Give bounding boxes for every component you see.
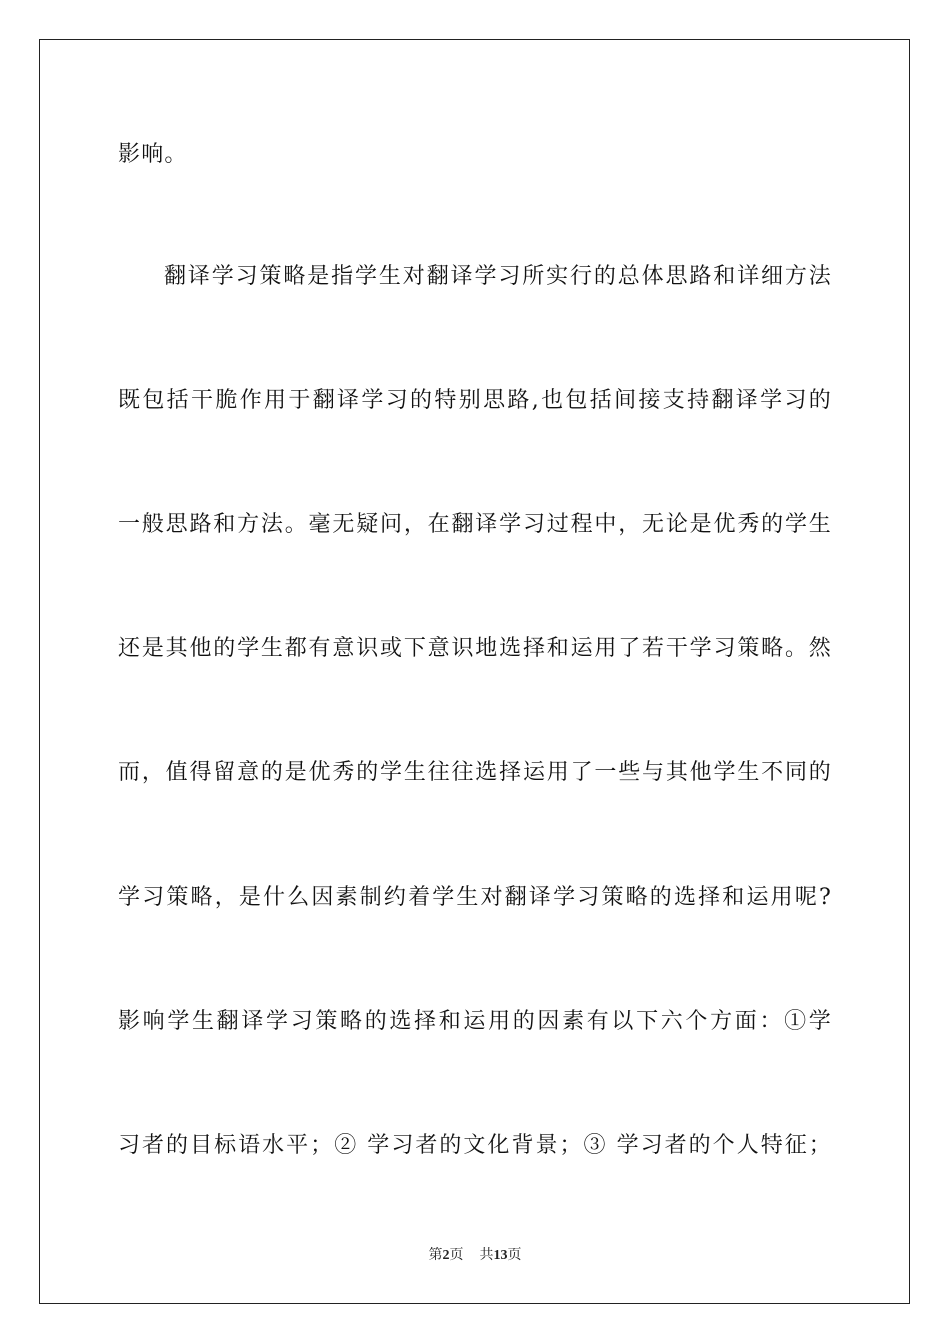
paragraph-line: 还是其他的学生都有意识或下意识地选择和运用了若干学习策略。然 [118,636,832,661]
footer-total-suffix: 页 [507,1248,522,1263]
paragraph-line: 习者的目标语水平；② 学习者的文化背景；③ 学习者的个人特征； [118,1133,832,1158]
footer-page-prefix: 第 [428,1248,443,1263]
paragraph-line: 影响。 [118,142,188,167]
footer-page-suffix: 页 [449,1248,464,1263]
paragraph-line: 学习策略，是什么因素制约着学生对翻译学习策略的选择和运用呢? [118,885,832,910]
paragraph-line: 而，值得留意的是优秀的学生往往选择运用了一些与其他学生不同的 [118,760,832,785]
paragraph-line: 既包括干脆作用于翻译学习的特别思路,也包括间接支持翻译学习的 [118,388,832,413]
page-border [39,39,910,1304]
paragraph-line: 翻译学习策略是指学生对翻译学习所实行的总体思路和详细方法 [164,264,832,289]
footer-total-pages: 13 [493,1248,508,1263]
paragraph-line: 一般思路和方法。毫无疑问，在翻译学习过程中，无论是优秀的学生 [118,512,832,537]
footer-page-number: 2 [442,1248,450,1263]
paragraph-line: 影响学生翻译学习策略的选择和运用的因素有以下六个方面：①学 [118,1009,832,1034]
footer-total-prefix: 共 [479,1248,494,1263]
page-footer [0,1247,950,1265]
